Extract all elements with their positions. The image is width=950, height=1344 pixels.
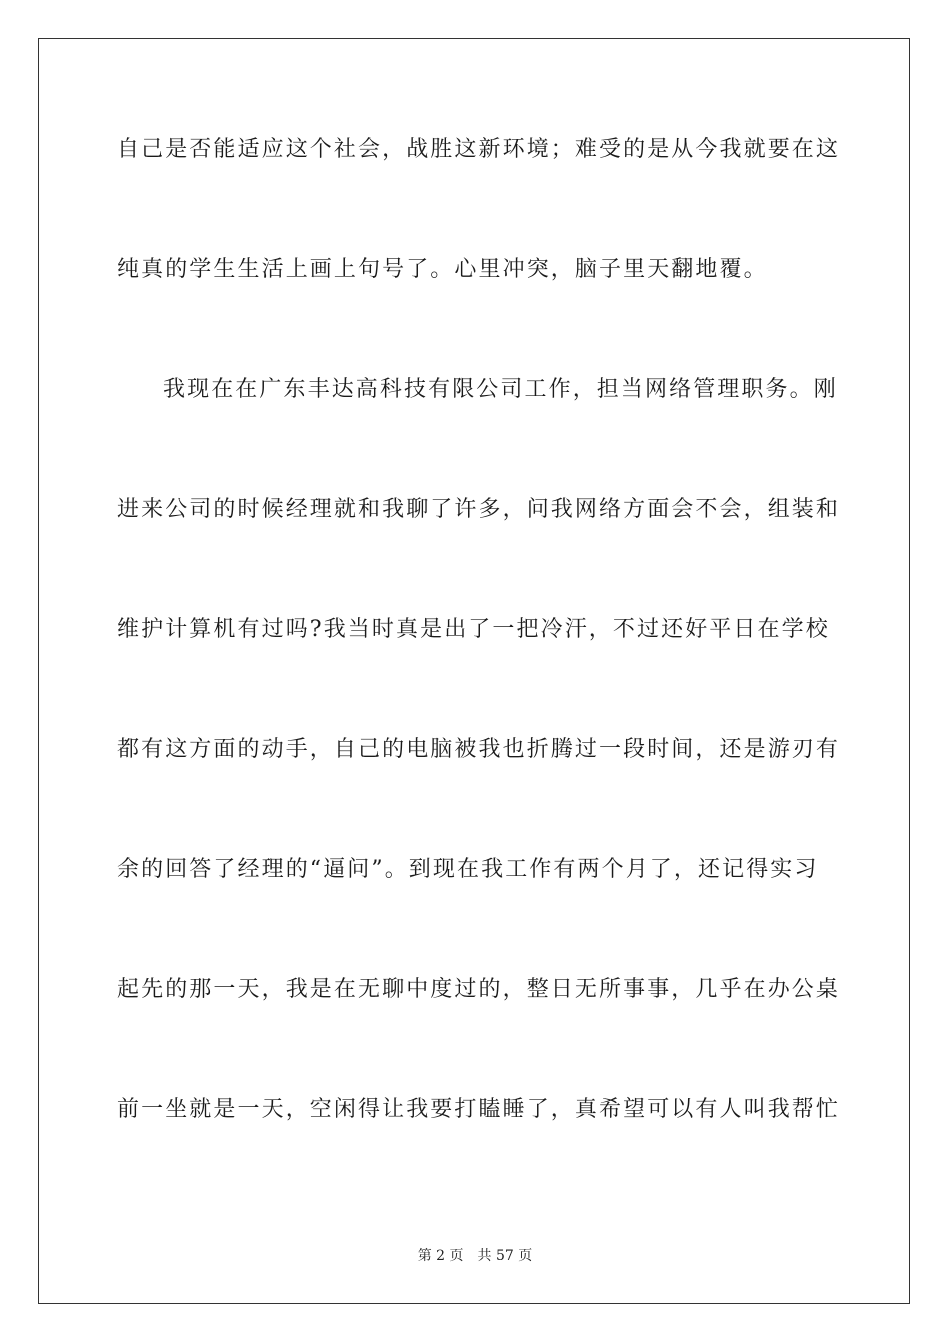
paragraph-line-4: 进来公司的时候经理就和我聊了许多，问我网络方面会不会，组装和 — [117, 497, 841, 522]
page-total: 共 57 页 — [477, 1248, 533, 1264]
paragraph-line-9: 前一坐就是一天，空闲得让我要打瞌睡了，真希望可以有人叫我帮忙 — [117, 1097, 841, 1122]
page-footer — [0, 1246, 950, 1266]
paragraph-line-2: 纯真的学生生活上画上句号了。心里冲突，脑子里天翻地覆。 — [117, 257, 768, 282]
paragraph-line-6: 都有这方面的动手，自己的电脑被我也折腾过一段时间，还是游刃有 — [117, 737, 841, 762]
paragraph-line-8: 起先的那一天，我是在无聊中度过的，整日无所事事，几乎在办公桌 — [117, 977, 841, 1002]
paragraph-line-3: 我现在在广东丰达高科技有限公司工作，担当网络管理职务。刚 — [163, 377, 838, 402]
paragraph-line-1: 自己是否能适应这个社会，战胜这新环境；难受的是从今我就要在这 — [117, 137, 841, 162]
paragraph-line-5: 维护计算机有过吗?我当时真是出了一把冷汗，不过还好平日在学校 — [117, 617, 830, 642]
paragraph-line-7: 余的回答了经理的“逼问”。到现在我工作有两个月了，还记得实习 — [117, 857, 819, 882]
page-number: 第 2 页 — [417, 1248, 464, 1264]
